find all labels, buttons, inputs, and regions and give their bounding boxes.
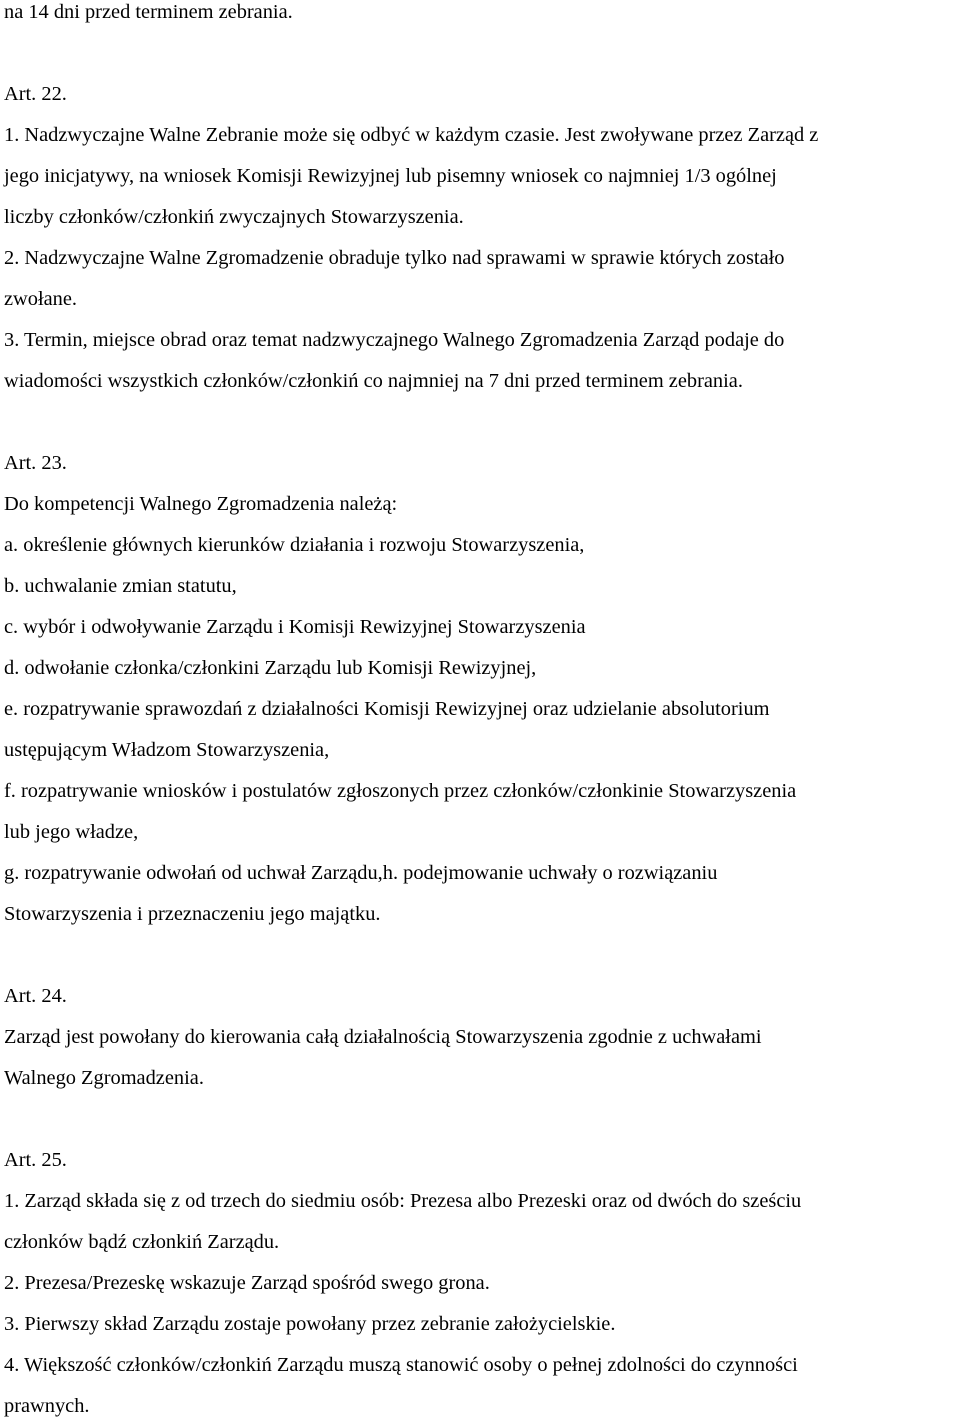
paragraph-line: 4. Większość członków/członkiń Zarządu muszą stanowić osoby o pełnej zdolności do czynności: [4, 1354, 798, 1376]
paragraph-line: 1. Zarząd składa się z od trzech do siedmiu osób: Prezesa albo Prezeski oraz od dwóch do sześciu: [4, 1190, 802, 1212]
paragraph-line: Zarząd jest powołany do kierowania całą działalnością Stowarzyszenia zgodnie z uchwałami: [4, 1026, 762, 1048]
paragraph-line: członków bądź członkiń Zarządu.: [4, 1231, 280, 1253]
paragraph-line: jego inicjatywy, na wniosek Komisji Rewizyjnej lub pisemny wniosek co najmniej 1/3 ogólnej: [4, 165, 777, 187]
paragraph-line: zwołane.: [4, 288, 78, 310]
paragraph-line: Do kompetencji Walnego Zgromadzenia należą:: [4, 493, 398, 515]
article-heading-25: Art. 25.: [4, 1149, 67, 1171]
paragraph-line: 3. Termin, miejsce obrad oraz temat nadzwyczajnego Walnego Zgromadzenia Zarząd podaje do: [4, 329, 785, 351]
list-item-continuation: lub jego władze,: [4, 821, 139, 843]
paragraph-line: 2. Nadzwyczajne Walne Zgromadzenie obraduje tylko nad sprawami w sprawie których zostało: [4, 247, 785, 269]
blank-line: [4, 402, 954, 443]
list-item: e. rozpatrywanie sprawozdań z działalności Komisji Rewizyjnej oraz udzielanie absolutorium: [4, 698, 770, 720]
paragraph-line: Walnego Zgromadzenia.: [4, 1067, 204, 1089]
article-heading-22: Art. 22.: [4, 83, 67, 105]
article-heading-24: Art. 24.: [4, 985, 67, 1007]
list-item: g. rozpatrywanie odwołań od uchwał Zarządu,h. podejmowanie uchwały o rozwiązaniu: [4, 862, 718, 884]
list-item: a. określenie głównych kierunków działania i rozwoju Stowarzyszenia,: [4, 534, 585, 556]
document-text: [4, 0, 954, 1427]
list-item: f. rozpatrywanie wniosków i postulatów zgłoszonych przez członków/członkinie Stowarzyszenia: [4, 780, 797, 802]
blank-line: [4, 1099, 954, 1140]
text-line-art21-end: na 14 dni przed terminem zebrania.: [4, 1, 293, 23]
blank-line: [4, 33, 954, 74]
paragraph-line: liczby członków/członkiń zwyczajnych Stowarzyszenia.: [4, 206, 464, 228]
list-item-continuation: ustępującym Władzom Stowarzyszenia,: [4, 739, 330, 761]
list-item-continuation: Stowarzyszenia i przeznaczeniu jego majątku.: [4, 903, 381, 925]
article-heading-23: Art. 23.: [4, 452, 67, 474]
blank-line: [4, 935, 954, 976]
paragraph-line: 3. Pierwszy skład Zarządu zostaje powołany przez zebranie założycielskie.: [4, 1313, 616, 1335]
paragraph-line: prawnych.: [4, 1395, 90, 1417]
list-item: b. uchwalanie zmian statutu,: [4, 575, 237, 597]
list-item: c. wybór i odwoływanie Zarządu i Komisji Rewizyjnej Stowarzyszenia: [4, 616, 586, 638]
paragraph-line: 2. Prezesa/Prezeskę wskazuje Zarząd spośród swego grona.: [4, 1272, 490, 1294]
paragraph-line: 1. Nadzwyczajne Walne Zebranie może się odbyć w każdym czasie. Jest zwoływane przez Zarząd z: [4, 124, 819, 146]
list-item: d. odwołanie członka/członkini Zarządu lub Komisji Rewizyjnej,: [4, 657, 537, 679]
paragraph-line: wiadomości wszystkich członków/członkiń co najmniej na 7 dni przed terminem zebrania.: [4, 370, 743, 392]
